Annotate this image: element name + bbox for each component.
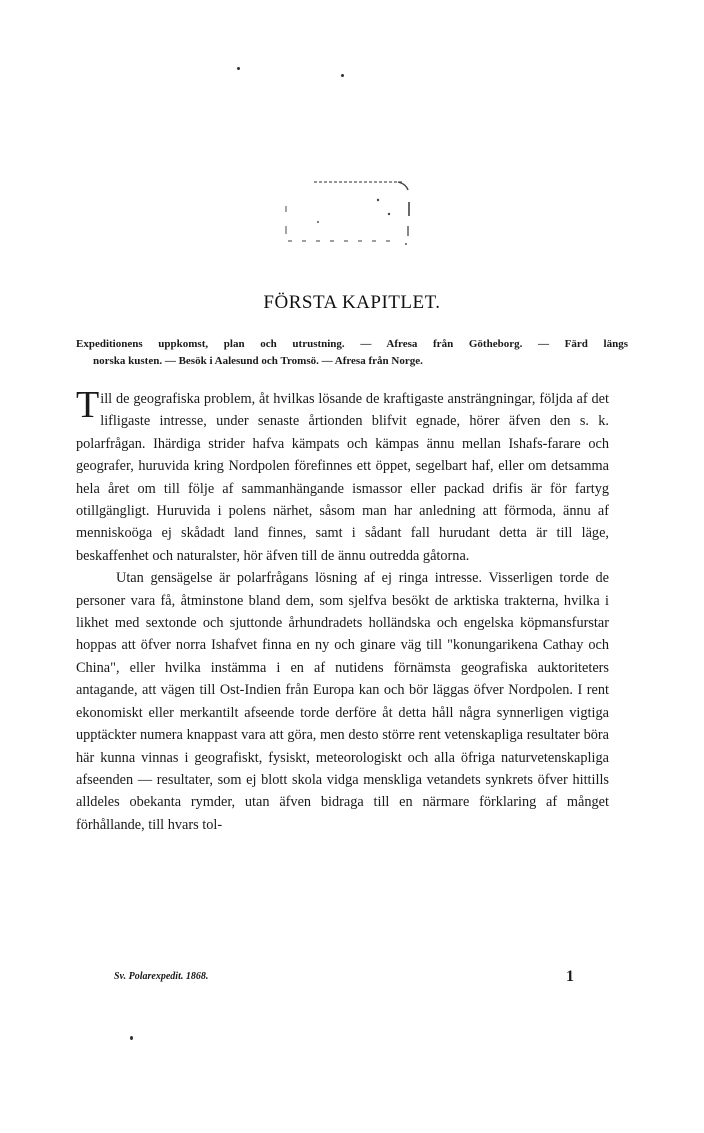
print-speck	[237, 67, 240, 70]
signature-mark: Sv. Polarexpedit. 1868.	[114, 971, 209, 982]
chapter-summary-line: norska kusten. — Besök i Aalesund och Tromsö. — Afresa från Norge.	[93, 355, 423, 367]
drop-cap: T	[76, 384, 100, 426]
chapter-summary	[76, 336, 628, 370]
page-number: 1	[566, 968, 574, 985]
print-speck	[130, 1036, 133, 1040]
paragraph: Utan gensägelse är polarfrågans lösning af ej ringa intresse. Visserligen torde de personer vara få, åtminstone bland dem, som sjelfva besökt de arktiska trakterna, hvilka i likhet med sextonde och sjuttonde århundradets holländska och engelska köpmansfurstar hoppas att öfver norra Ishafvet finna en ny och ginare väg till "konungarikena Cathay och China", eller hvilka instämma i en af nutidens förnämsta geografiska auktoriteters antagande, att vägen till Ost-Indien från Europa kan och bör läggas öfver Nordpolen. I rent ekonomiskt eller merkantilt afseende torde derföre åt detta håll några synnerligen vigtiga upptäckter numera knappast vara att göra, men desto större rent vetenskapliga resultater böra här kunna vinnas i geografiskt, fysiskt, meteorologiskt och alla öfriga naturvetenskapliga afseenden — resultater, som ej blott skola vidga menskliga vetandets synkrets öfver hittills alldeles obekanta rymder, utan äfven bidraga till en närmare förklaring af månget förhållande, till hvars tol-	[76, 570, 609, 833]
print-speck	[341, 74, 344, 77]
chapter-title: FÖRSTA KAPITLET.	[263, 292, 441, 313]
body-text	[76, 384, 609, 836]
paragraph-text: ill de geografiska problem, åt hvilkas lösande de kraftigaste ansträngningar, följda af det lifligaste intresse, under senaste årtionden blifvit egnade, hörer äfven den s. k. polarfrågan. Ihärdiga strider hafva kämpats och kämpas ännu mellan Ishafs-farare och geografer, huruvida kring Nordpolen förefinnes ett öppet, segelbart haf, eller om detsamma hela året om till följe af sammanhängande ismassor eller packad drifis är för fartyg otillgängligt. Huruvida i polens närhet, såsom man har anledning att förmoda, ännu af menniskoöga ej skådadt land finnes, samt i sådant fall hurudant detta är till läge, beskaffenhet och naturalster, hör äfven till de ännu outredda gåtorna.	[76, 391, 609, 564]
ornament-frame-bleedthrough	[280, 178, 420, 248]
chapter-summary-line: Expeditionens uppkomst, plan och utrustning. — Afresa från Götheborg. — Färd längs	[76, 338, 628, 350]
paragraph	[76, 384, 609, 567]
